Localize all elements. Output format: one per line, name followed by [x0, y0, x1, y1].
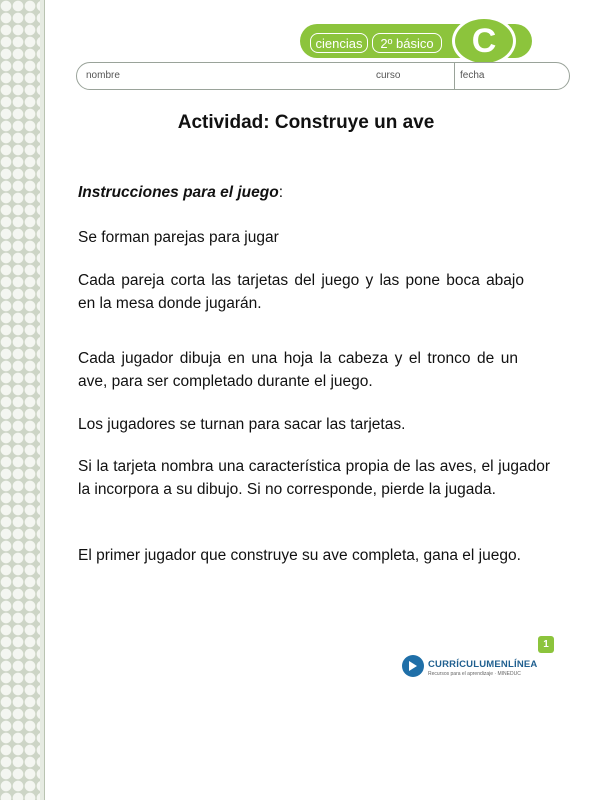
logo-title: CURRÍCULUMENLÍNEA	[428, 659, 538, 670]
decorative-side-strip	[0, 0, 45, 800]
instruction-paragraph: Cada pareja corta las tarjetas del juego y las pone boca abajo en la mesa donde jugarán.	[78, 272, 524, 312]
instruction-paragraph: Los jugadores se turnan para sacar las tarjetas.	[78, 416, 406, 433]
grade-tag: 2º básico	[372, 33, 442, 53]
date-field-label: fecha	[460, 70, 485, 81]
curriculum-logo-icon	[402, 655, 424, 677]
info-divider	[454, 63, 455, 89]
logo-subtitle: Recursos para el aprendizaje · MINEDUC	[428, 671, 521, 677]
subject-tag: ciencias	[310, 33, 368, 53]
instruction-paragraph: El primer jugador que construye su ave completa, gana el juego.	[78, 547, 521, 564]
page-number-badge: 1	[538, 636, 554, 653]
page-title: Actividad: Construye un ave	[177, 112, 435, 133]
instructions-heading-text: Instrucciones para el juego	[78, 184, 279, 201]
instructions-heading	[78, 184, 283, 202]
student-info-bar	[76, 62, 570, 90]
level-badge: C	[452, 16, 516, 66]
course-field-label: curso	[376, 70, 401, 81]
instruction-paragraph: Se forman parejas para jugar	[78, 229, 279, 246]
instructions-heading-colon: :	[278, 184, 284, 201]
name-field-label: nombre	[86, 70, 120, 81]
instruction-paragraph: Si la tarjeta nombra una característica propia de las aves, el jugador la incorpora a su dibujo. Si no corresponde, pierde la jugada.	[78, 458, 550, 498]
instruction-paragraph: Cada jugador dibuja en una hoja la cabeza y el tronco de un ave, para ser completado durante el juego.	[78, 350, 518, 390]
